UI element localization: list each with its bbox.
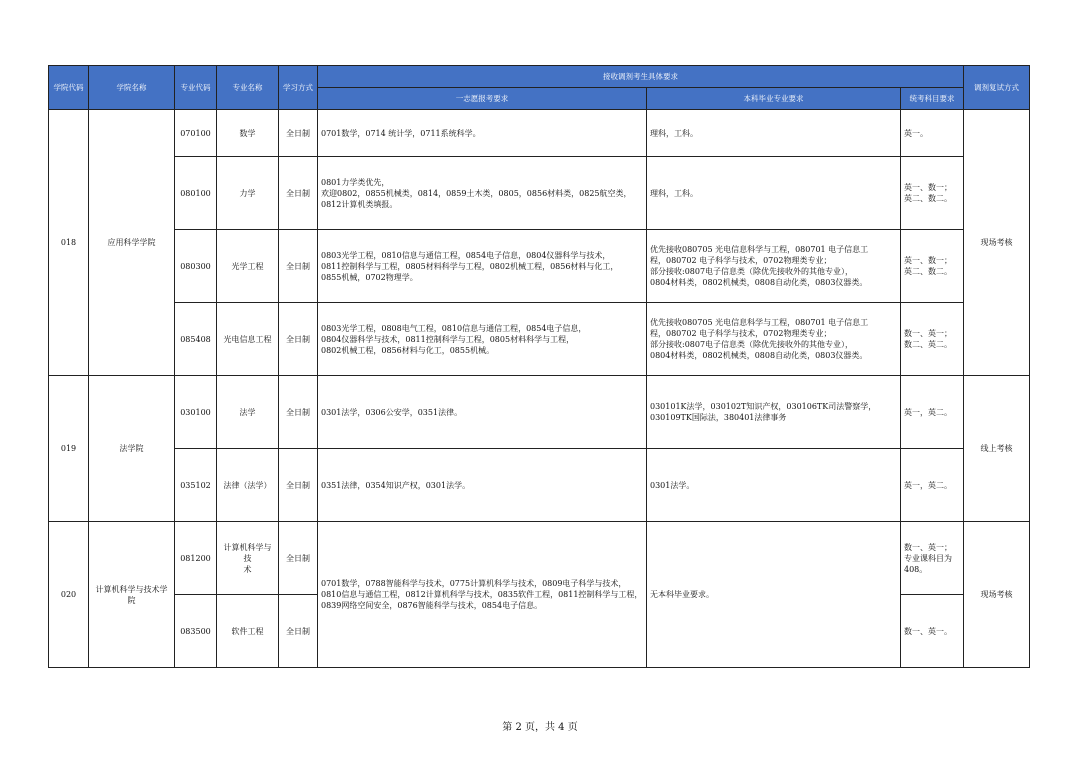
exam-req: 英一。 bbox=[901, 110, 964, 157]
header-requirements-group: 接收调剂考生具体要求 bbox=[318, 66, 964, 88]
header-college-name: 学院名称 bbox=[89, 66, 175, 110]
college-name: 应用科学学院 bbox=[89, 110, 175, 376]
major-code: 035102 bbox=[175, 449, 217, 522]
major-name: 光电信息工程 bbox=[217, 303, 279, 376]
table-row bbox=[49, 376, 1030, 449]
header-undergrad: 本科毕业专业要求 bbox=[647, 88, 901, 110]
study-mode: 全日制 bbox=[279, 449, 318, 522]
adjustment-requirements-table bbox=[48, 65, 1030, 668]
exam-req: 英一，英二。 bbox=[901, 376, 964, 449]
major-name: 数学 bbox=[217, 110, 279, 157]
exam-req: 数一、英一； 数二、英二。 bbox=[901, 303, 964, 376]
college-code: 018 bbox=[49, 110, 89, 376]
major-code: 080300 bbox=[175, 230, 217, 303]
exam-req: 英一、数一； 英二、数二。 bbox=[901, 157, 964, 230]
major-code: 080100 bbox=[175, 157, 217, 230]
study-mode: 全日制 bbox=[279, 522, 318, 595]
major-code: 081200 bbox=[175, 522, 217, 595]
undergrad-req: 优先接收080705 光电信息科学与工程，080701 电子信息工 程，080702 电子科学与技术，0702物理类专业； 部分接收:0807电子信息类（除优先接收外的其他专业）， 0804材料类，0802机械类，0808自动化类，0803仪器类。 bbox=[647, 230, 901, 303]
first-choice-req: 0803光学工程，0810信息与通信工程，0854电子信息，0804仪器科学与技术， 0811控制科学与工程，0805材料科学与工程，0802机械工程，0856材料与化工， 0855机械，0702物理学。 bbox=[318, 230, 647, 303]
study-mode: 全日制 bbox=[279, 595, 318, 668]
table-row bbox=[49, 449, 1030, 522]
first-choice-req: 0801力学类优先， 欢迎0802，0855机械类，0814，0859土木类，0805，0856材料类，0825航空类， 0812计算机类填报。 bbox=[318, 157, 647, 230]
retest-mode: 现场考核 bbox=[964, 110, 1030, 376]
major-code: 083500 bbox=[175, 595, 217, 668]
major-code: 070100 bbox=[175, 110, 217, 157]
first-choice-req: 0701数学，0714 统计学，0711系统科学。 bbox=[318, 110, 647, 157]
exam-req: 数一、英一； 专业课科目为 408。 bbox=[901, 522, 964, 595]
major-name: 光学工程 bbox=[217, 230, 279, 303]
header-exam-subjects: 统考科目要求 bbox=[901, 88, 964, 110]
table-row bbox=[49, 157, 1030, 230]
college-code: 020 bbox=[49, 522, 89, 668]
college-code: 019 bbox=[49, 376, 89, 522]
retest-mode: 线上考核 bbox=[964, 376, 1030, 522]
undergrad-req: 无本科毕业要求。 bbox=[647, 522, 901, 668]
college-name: 法学院 bbox=[89, 376, 175, 522]
header-retest-mode: 调剂复试方式 bbox=[964, 66, 1030, 110]
first-choice-req: 0301法学，0306公安学，0351法律。 bbox=[318, 376, 647, 449]
study-mode: 全日制 bbox=[279, 303, 318, 376]
major-name: 软件工程 bbox=[217, 595, 279, 668]
study-mode: 全日制 bbox=[279, 376, 318, 449]
study-mode: 全日制 bbox=[279, 110, 318, 157]
table-row bbox=[49, 230, 1030, 303]
major-code: 085408 bbox=[175, 303, 217, 376]
page-indicator: 第 2 页，共 4 页 bbox=[502, 722, 578, 733]
exam-req: 数一、英一。 bbox=[901, 595, 964, 668]
table-row bbox=[49, 303, 1030, 376]
first-choice-req: 0701数学，0788智能科学与技术，0775计算机科学与技术，0809电子科学与技术， 0810信息与通信工程，0812计算机科学与技术，0835软件工程，0811控制科学与工程， 0839网络空间安全，0876智能科学与技术，0854电子信息。 bbox=[318, 522, 647, 668]
first-choice-req: 0351法律，0354知识产权，0301法学。 bbox=[318, 449, 647, 522]
undergrad-req: 理科，工科。 bbox=[647, 157, 901, 230]
table-row bbox=[49, 522, 1030, 595]
study-mode: 全日制 bbox=[279, 157, 318, 230]
college-name: 计算机科学与技术学院 bbox=[89, 522, 175, 668]
table-row bbox=[49, 110, 1030, 157]
major-name: 法学 bbox=[217, 376, 279, 449]
study-mode: 全日制 bbox=[279, 230, 318, 303]
major-name: 法律（法学） bbox=[217, 449, 279, 522]
exam-req: 英一，英二。 bbox=[901, 449, 964, 522]
major-code: 030100 bbox=[175, 376, 217, 449]
undergrad-req: 优先接收080705 光电信息科学与工程，080701 电子信息工 程，080702 电子科学与技术，0702物理类专业； 部分接收:0807电子信息类（除优先接收外的其他专业）， 0804材料类，0802机械类，0808自动化类，0803仪器类。 bbox=[647, 303, 901, 376]
header-first-choice: 一志愿报考要求 bbox=[318, 88, 647, 110]
undergrad-req: 030101K法学，030102T知识产权，030106TK司法警察学， 030109TK国际法，380401法律事务 bbox=[647, 376, 901, 449]
header-major-code: 专业代码 bbox=[175, 66, 217, 110]
major-name: 计算机科学与技 术 bbox=[217, 522, 279, 595]
header-major-name: 专业名称 bbox=[217, 66, 279, 110]
major-name: 力学 bbox=[217, 157, 279, 230]
undergrad-req: 0301法学。 bbox=[647, 449, 901, 522]
exam-req: 英一、数一； 英二、数二。 bbox=[901, 230, 964, 303]
header-college-code: 学院代码 bbox=[49, 66, 89, 110]
undergrad-req: 理科，工科。 bbox=[647, 110, 901, 157]
header-study-mode: 学习方式 bbox=[279, 66, 318, 110]
first-choice-req: 0803光学工程，0808电气工程，0810信息与通信工程，0854电子信息， 0804仪器科学与技术，0811控制科学与工程，0805材料科学与工程， 0802机械工程，0856材料与化工，0855机械。 bbox=[318, 303, 647, 376]
retest-mode: 现场考核 bbox=[964, 522, 1030, 668]
